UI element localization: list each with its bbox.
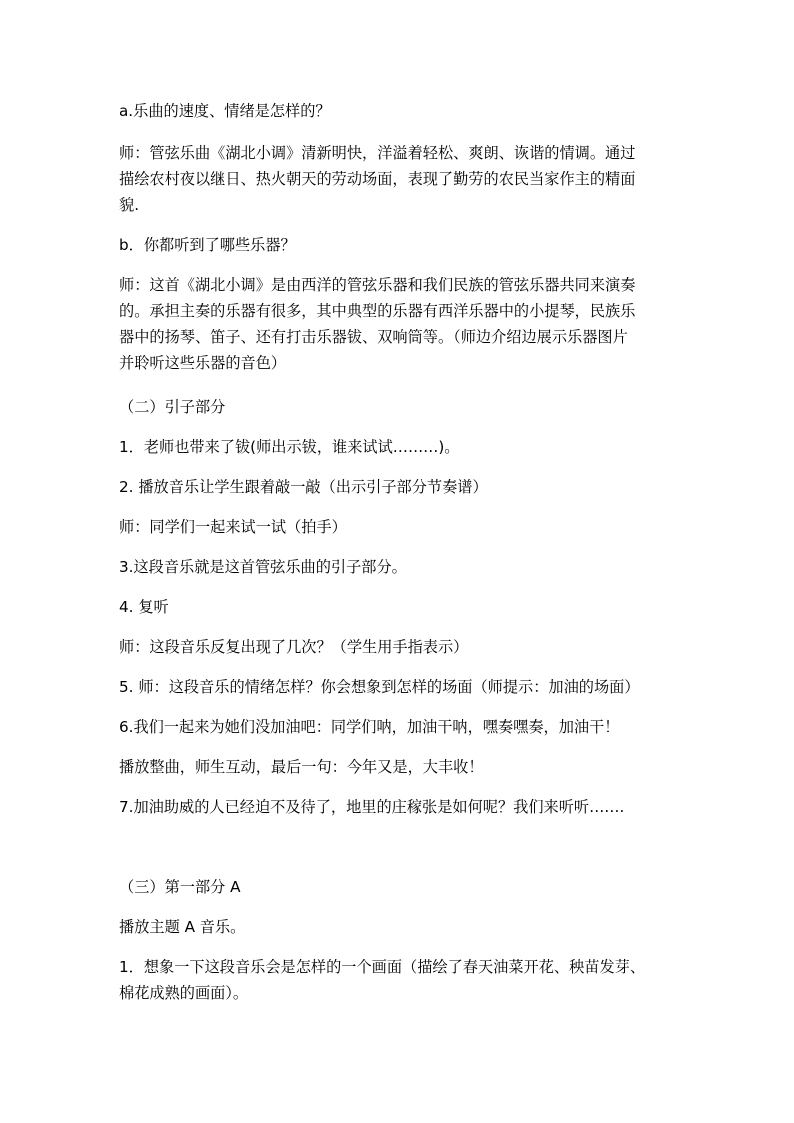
text-line: 3.这段音乐就是这首管弦乐曲的引子部分。 — [119, 558, 407, 576]
text-line: （二）引子部分 — [119, 398, 226, 416]
text-line: b．你都听到了哪些乐器？ — [119, 236, 296, 254]
list-item — [119, 954, 679, 1006]
section-heading-intro — [119, 394, 679, 420]
text-line: 2. 播放音乐让学生跟着敲一敲（出示引子部分节奏谱） — [119, 478, 488, 496]
question-b — [119, 232, 679, 258]
teacher-line — [119, 634, 679, 660]
text-line: 1．想象一下这段音乐会是怎样的一个画面（描绘了春天油菜开花、秧苗发芽、 — [119, 958, 646, 976]
text-line: 貌. — [119, 196, 140, 214]
text-line: （三）第一部分 A — [119, 878, 241, 896]
text-line: 师：同学们一起来试一试（拍手） — [119, 518, 347, 536]
text-line: 4. 复听 — [119, 598, 169, 616]
text-line: 棉花成熟的画面）。 — [119, 984, 249, 1002]
text-line: 播放整曲，师生互动，最后一句：今年又是，大丰收！ — [119, 758, 484, 776]
list-item — [119, 474, 679, 500]
text-line: 1．老师也带来了钹(师出示钹，谁来试试………)。 — [119, 438, 460, 456]
text-line: 器中的扬琴、笛子、还有打击乐器钹、双响筒等。（师边介绍边展示乐器图片 — [119, 328, 628, 346]
list-item — [119, 434, 679, 460]
list-item — [119, 794, 679, 820]
text-line: a.乐曲的速度、情绪是怎样的？ — [119, 102, 331, 120]
text-line: 播放主题 A 音乐。 — [119, 918, 246, 936]
teacher-answer-a — [119, 140, 679, 218]
teacher-line — [119, 514, 679, 540]
text-line: 师：管弦乐曲《湖北小调》清新明快，洋溢着轻松、爽朗、诙谐的情调。通过 — [119, 144, 636, 162]
list-item — [119, 594, 679, 620]
body-text — [119, 914, 679, 940]
body-text — [119, 754, 679, 780]
text-line: 描绘农村夜以继日、热火朝天的劳动场面，表现了勤劳的农民当家作主的精面 — [119, 170, 636, 188]
text-line: 的。承担主奏的乐器有很多，其中典型的乐器有西洋乐器中的小提琴，民族乐 — [119, 302, 636, 320]
list-item — [119, 674, 679, 700]
text-line: 师：这首《湖北小调》是由西洋的管弦乐器和我们民族的管弦乐器共同来演奏 — [119, 276, 636, 294]
question-a — [119, 98, 679, 124]
list-item — [119, 714, 679, 740]
text-line: 师：这段音乐反复出现了几次？（学生用手指表示） — [119, 638, 469, 656]
text-line: 并聆听这些乐器的音色） — [119, 354, 287, 372]
text-line: 5. 师：这段音乐的情绪怎样？你会想象到怎样的场面（师提示：加油的场面） — [119, 678, 640, 696]
text-line: 7.加油助威的人已经迫不及待了，地里的庄稼张是如何呢？我们来听听……. — [119, 798, 625, 816]
teacher-answer-b — [119, 272, 679, 376]
list-item — [119, 554, 679, 580]
text-line: 6.我们一起来为她们没加油吧：同学们呐，加油干呐，嘿奏嘿奏，加油干！ — [119, 718, 620, 736]
section-heading-part-a — [119, 874, 679, 900]
